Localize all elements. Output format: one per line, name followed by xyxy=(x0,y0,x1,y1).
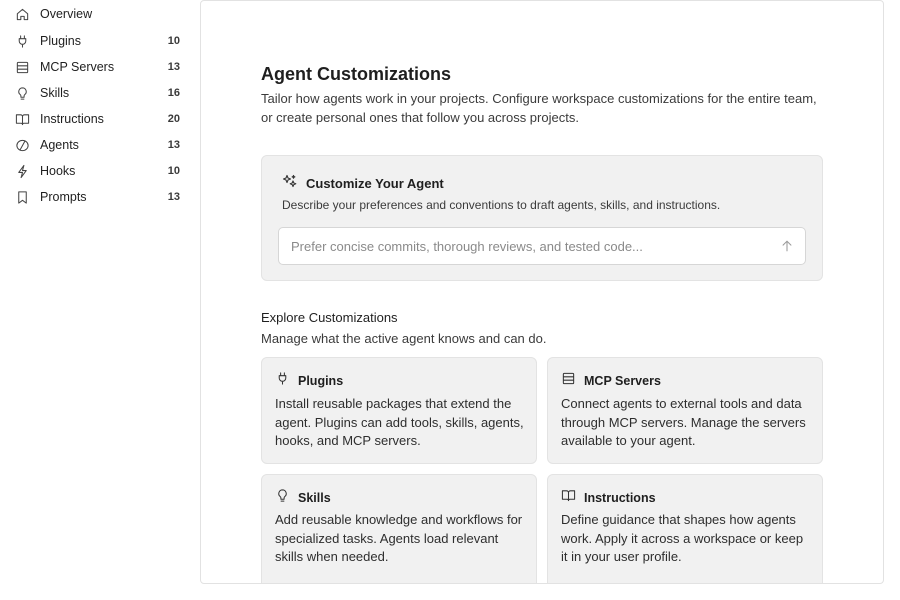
sidebar-item-count: 10 xyxy=(167,35,180,47)
sidebar-item-count: 16 xyxy=(167,87,180,99)
instructions-card[interactable] xyxy=(547,474,823,584)
sparkle-icon xyxy=(282,173,298,194)
customize-agent-card xyxy=(261,155,823,281)
card-title: Plugins xyxy=(298,374,344,388)
sidebar-item-label: Plugins xyxy=(40,34,81,48)
customize-agent-description: Describe your preferences and conventions to draft agents, skills, and instructions. xyxy=(282,198,721,212)
prompt-box xyxy=(278,227,806,265)
book-icon xyxy=(14,111,30,127)
sidebar-item-plugins[interactable] xyxy=(12,29,188,53)
lightning-icon xyxy=(14,163,30,179)
book-icon xyxy=(561,488,576,508)
plug-icon xyxy=(14,33,30,49)
sidebar-item-agents[interactable] xyxy=(12,133,188,157)
mcp-servers-card[interactable] xyxy=(547,357,823,464)
sidebar-item-skills[interactable] xyxy=(12,81,188,105)
server-icon xyxy=(561,371,576,391)
card-description: Connect agents to external tools and data through MCP servers. Manage the servers available to your agent. xyxy=(561,396,806,448)
card-description: Add reusable knowledge and workflows for specialized tasks. Agents load relevant skills when needed. xyxy=(275,512,523,564)
sidebar-item-label: Instructions xyxy=(40,112,104,126)
plugins-card[interactable] xyxy=(261,357,537,464)
customize-agent-title: Customize Your Agent xyxy=(306,176,444,191)
card-title: Skills xyxy=(298,491,331,505)
sidebar xyxy=(0,0,192,600)
send-button[interactable] xyxy=(779,238,795,254)
sidebar-item-label: Hooks xyxy=(40,164,76,178)
main-panel xyxy=(200,0,884,584)
card-title: MCP Servers xyxy=(584,374,661,388)
server-icon xyxy=(14,59,30,75)
plug-icon xyxy=(275,371,290,391)
prompt-input[interactable] xyxy=(291,228,761,264)
card-description: Define guidance that shapes how agents work. Apply it across a workspace or keep it in your user profile. xyxy=(561,512,804,564)
agent-icon xyxy=(14,137,30,153)
explore-description: Manage what the active agent knows and can do. xyxy=(261,331,547,346)
card-header xyxy=(275,488,331,508)
sidebar-item-count: 13 xyxy=(167,139,180,151)
card-header xyxy=(561,371,661,391)
card-description: Install reusable packages that extend the agent. Plugins can add tools, skills, agents, hooks, and MCP servers. xyxy=(275,396,524,448)
sidebar-item-prompts[interactable] xyxy=(12,185,188,209)
sidebar-item-count: 20 xyxy=(167,113,180,125)
sidebar-item-label: Prompts xyxy=(40,190,87,204)
sidebar-item-overview[interactable] xyxy=(12,2,188,26)
sidebar-item-label: Skills xyxy=(40,86,70,100)
sidebar-item-label: MCP Servers xyxy=(40,60,115,74)
card-title: Instructions xyxy=(584,491,656,505)
lightbulb-icon xyxy=(275,488,290,508)
explore-title: Explore Customizations xyxy=(261,310,398,325)
card-header xyxy=(561,488,656,508)
arrow-up-icon xyxy=(780,239,794,253)
sidebar-item-count: 10 xyxy=(167,165,180,177)
page-title: Agent Customizations xyxy=(261,64,452,84)
sidebar-item-count: 13 xyxy=(167,61,180,73)
customize-agent-header xyxy=(282,173,444,194)
skills-card[interactable] xyxy=(261,474,537,584)
home-icon xyxy=(14,6,30,22)
sidebar-item-label: Overview xyxy=(40,7,93,21)
sidebar-item-hooks[interactable] xyxy=(12,159,188,183)
sidebar-item-instructions[interactable] xyxy=(12,107,188,131)
card-header xyxy=(275,371,343,391)
page-description: Tailor how agents work in your projects. Configure workspace customizations for the entire team, or create personal ones that follow you across projects. xyxy=(261,91,817,125)
bookmark-icon xyxy=(14,189,30,205)
lightbulb-icon xyxy=(14,85,30,101)
sidebar-item-mcp-servers[interactable] xyxy=(12,55,188,79)
sidebar-item-label: Agents xyxy=(40,138,79,152)
sidebar-item-count: 13 xyxy=(167,191,180,203)
